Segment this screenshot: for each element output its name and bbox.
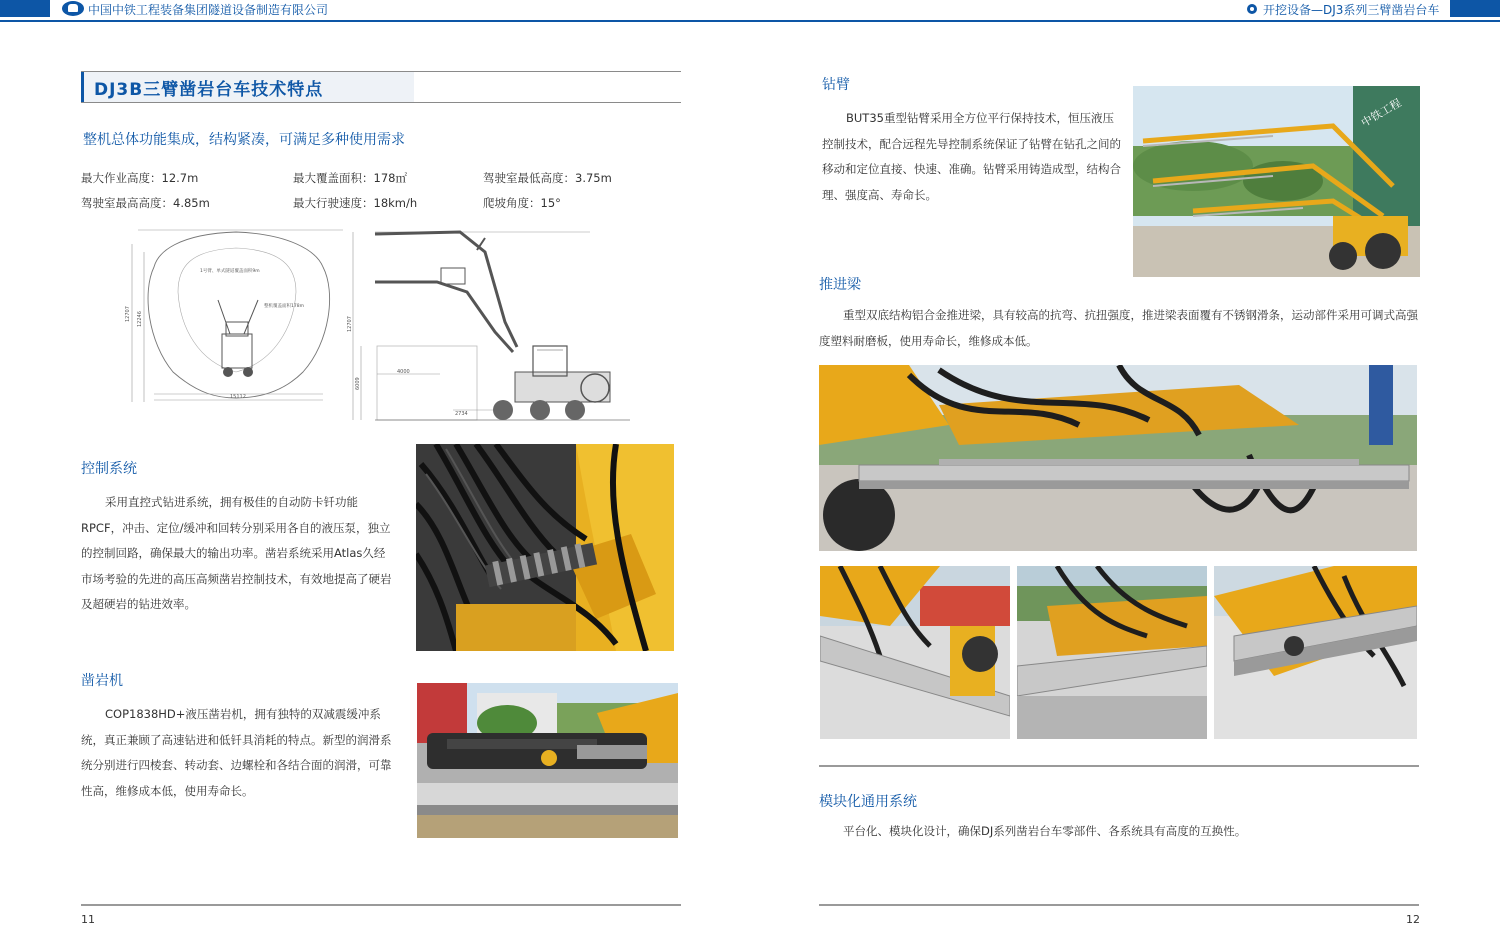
spec-max-work-height: 最大作业高度：12.7m: [81, 171, 199, 185]
photo-rock-drill: [417, 683, 678, 838]
company-logo: [62, 1, 84, 16]
front-dim-width: 15112: [230, 394, 246, 400]
heading-boom: 钻臂: [822, 77, 850, 93]
header-rule: [0, 20, 1500, 22]
page-number-left: 11: [81, 913, 95, 926]
photo-sign: 中铁工程: [1358, 96, 1404, 130]
section-title: DJ3B三臂凿岩台车技术特点: [94, 80, 324, 100]
right-mid-rule: [819, 765, 1419, 767]
heading-control-system: 控制系统: [81, 461, 137, 477]
spec-cab-max-height: 驾驶室最高高度：4.85m: [81, 196, 210, 210]
photo-boom-machine: [1133, 86, 1420, 277]
heading-rock-drill: 凿岩机: [81, 673, 123, 689]
text-control-system: 采用直控式钻进系统，拥有极佳的自动防卡钎功能RPCF，冲击、定位/缓冲和回转分别采用各自的液压泵，独立的控制回路，确保最大的输出功率。凿岩系统采用Atlas久经市场考验的先进的高压高频凿岩控制技术，有效地提高了硬岩及超硬岩的钻进效率。: [81, 495, 392, 611]
photo-hydraulic-hoses: [416, 444, 674, 651]
page-number-right: 12: [1406, 913, 1420, 926]
overview-subtitle: 整机总体功能集成，结构紧凑，可满足多种使用需求: [83, 132, 405, 148]
header-company-name: 中国中铁工程装备集团隧道设备制造有限公司: [88, 3, 329, 17]
header-bar-left: [0, 0, 50, 17]
right-footer-rule: [819, 904, 1419, 906]
header-bar-right: [1450, 0, 1500, 17]
heading-feed-beam: 推进梁: [819, 277, 861, 293]
text-boom: BUT35重型钻臂采用全方位平行保持技术，恒压液压控制技术，配合远程先导控制系统保证了钻臂在钻孔之间的移动和定位直接、快速、准确。钻臂采用铸造成型，结构合理、强度高、寿命长。: [822, 111, 1121, 202]
side-dim-4000: 4000: [397, 369, 410, 375]
spec-max-coverage: 最大覆盖面积：178㎡: [293, 171, 407, 185]
photo-feed-beam-large: [819, 365, 1417, 551]
spec-climb-angle: 爬坡角度：15°: [483, 196, 561, 210]
side-dim-2734: 2734: [455, 411, 468, 417]
front-dim-height-a: 12707: [125, 306, 131, 322]
side-dim-low: 6009: [355, 377, 361, 390]
section-title-box: [81, 71, 681, 103]
text-modular: 平台化、模块化设计，确保DJ系列凿岩台车零部件、各系统具有高度的互换性。: [843, 824, 1247, 838]
spec-max-speed: 最大行驶速度：18km/h: [293, 196, 418, 210]
front-label-1: 1号臂、单式隧道覆盖面积9m: [200, 269, 260, 274]
side-dim-height: 12707: [347, 316, 353, 332]
photo-feed-detail-2: [1017, 566, 1207, 739]
left-footer-rule: [81, 904, 681, 906]
text-rock-drill: COP1838HD+液压凿岩机，拥有独特的双减震缓冲系统，真正兼顾了高速钻进和低钎具消耗的特点。新型的润滑系统分别进行四棱套、转动套、边螺栓和各结合面的润滑，可靠性高，维修成本低，使用寿命长。: [81, 707, 392, 798]
photo-feed-detail-1: [820, 566, 1010, 739]
text-feed-beam: 重型双底结构铝合金推进梁，具有较高的抗弯、抗扭强度，推进梁表面覆有不锈钢滑条，运动部件采用可调式高强度塑料耐磨板，使用寿命长，维修成本低。: [819, 308, 1418, 348]
photo-feed-detail-3: [1214, 566, 1417, 739]
heading-modular: 模块化通用系统: [819, 794, 917, 810]
front-dim-height-b: 12246: [137, 311, 143, 327]
location-pin-icon: [1247, 4, 1257, 14]
front-label-2: 整机覆盖面积178m: [264, 304, 304, 309]
spec-cab-min-height: 驾驶室最低高度：3.75m: [483, 171, 612, 185]
side-view-drawing: [345, 222, 635, 427]
front-view-drawing: [118, 222, 354, 430]
header-series-title: 开挖设备—DJ3系列三臂凿岩台车: [1263, 3, 1440, 17]
